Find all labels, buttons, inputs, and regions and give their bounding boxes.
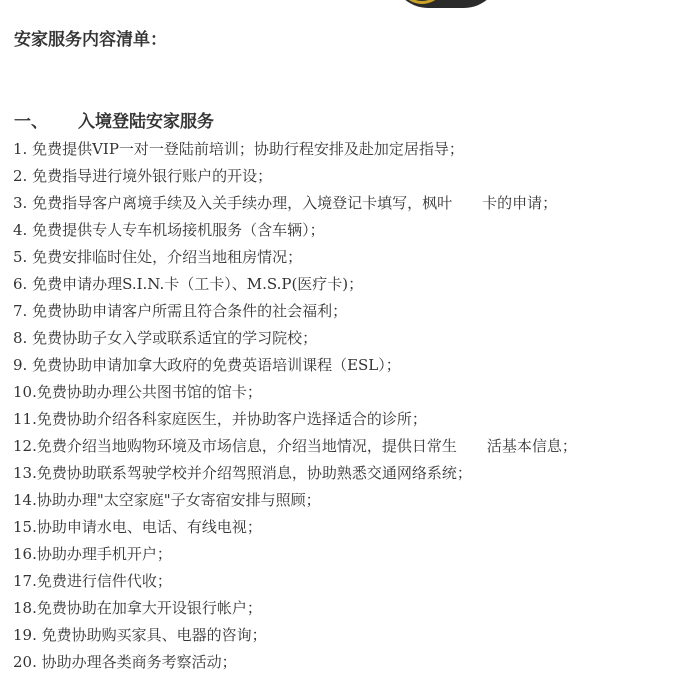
- top-logo-graphic: [392, 0, 500, 8]
- section-title: 入境登陆安家服务: [78, 112, 214, 132]
- list-item: 14.协助办理"太空家庭"子女寄宿安排与照顾；: [13, 491, 321, 509]
- logo-ring-shape: [398, 0, 446, 4]
- list-item: 16.协助办理手机开户；: [13, 545, 172, 563]
- list-item: 12.免费介绍当地购物环境及市场信息，介绍当地情况，提供日常生 活基本信息；: [13, 437, 577, 455]
- list-item: 10.免费协助办理公共图书馆的馆卡；: [13, 383, 262, 401]
- list-item: 18.免费协助在加拿大开设银行帐户；: [13, 599, 262, 617]
- list-item: 9. 免费协助申请加拿大政府的免费英语培训课程（ESL）；: [13, 356, 401, 374]
- list-item: 15.协助申请水电、电话、有线电视；: [13, 518, 262, 536]
- list-item: 6. 免费申请办理S.I.N.卡（工卡）、M.S.P(医疗卡)；: [13, 275, 364, 293]
- list-item: 19. 免费协助购买家具、电器的咨询；: [13, 626, 267, 644]
- list-item: 11.免费协助介绍各科家庭医生，并协助客户选择适合的诊所；: [13, 410, 427, 428]
- section-number: 一、: [14, 112, 48, 132]
- list-item: 17.免费进行信件代收；: [13, 572, 172, 590]
- list-item: 8. 免费协助子女入学或联系适宜的学习院校；: [13, 329, 318, 347]
- list-item: 20. 协助办理各类商务考察活动；: [13, 653, 237, 671]
- page-title: 安家服务内容清单：: [14, 30, 167, 50]
- list-item: 7. 免费协助申请客户所需且符合条件的社会福利；: [13, 302, 348, 320]
- service-item-list: [13, 136, 673, 676]
- list-item: 4. 免费提供专人专车机场接机服务（含车辆）；: [13, 221, 325, 239]
- list-item: 1. 免费提供VIP一对一登陆前培训；协助行程安排及赴加定居指导；: [13, 140, 464, 158]
- section-heading: [14, 107, 214, 132]
- list-item: 5. 免费安排临时住处，介绍当地租房情况；: [13, 248, 303, 266]
- list-item: 13.免费协助联系驾驶学校并介绍驾照消息，协助熟悉交通网络系统；: [13, 464, 472, 482]
- list-item: 3. 免费指导客户离境手续及入关手续办理，入境登记卡填写，枫叶 卡的申请；: [13, 194, 558, 212]
- list-item: 2. 免费指导进行境外银行账户的开设；: [13, 167, 273, 185]
